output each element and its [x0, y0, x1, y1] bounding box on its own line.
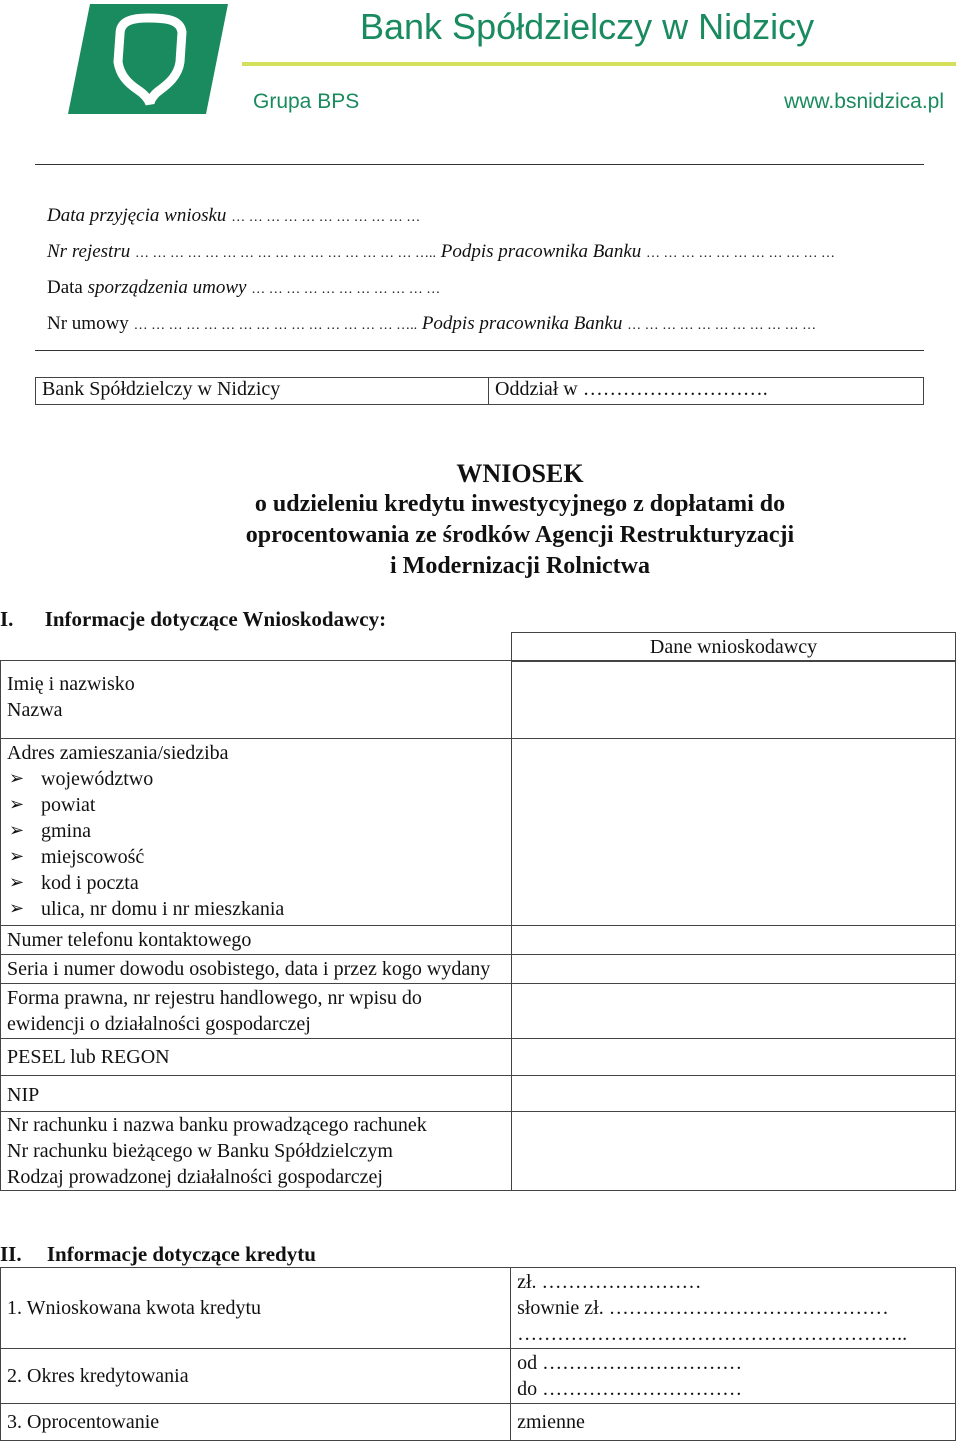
sign1-dots: … … … … … … … … … … …	[646, 246, 835, 261]
reg-no-line	[47, 241, 835, 263]
phone-label: Numer telefonu kontaktowego	[1, 926, 512, 955]
pesel-input[interactable]	[511, 1039, 955, 1076]
amount-label: 1. Wnioskowana kwota kredytu	[1, 1268, 511, 1349]
title-line-1: WNIOSEK	[456, 459, 584, 488]
section2-num: II.	[0, 1242, 22, 1266]
section2-title: Informacje dotyczące kredytu	[46, 1242, 316, 1266]
table-row	[1, 955, 956, 984]
phone-input[interactable]	[511, 926, 955, 955]
contract-no-line	[47, 313, 816, 335]
table-row	[1, 1268, 956, 1349]
address-item: ➢ województwo	[7, 766, 505, 792]
applicant-data-header-table	[511, 632, 956, 662]
divider	[35, 164, 924, 165]
table-row	[1, 1076, 956, 1112]
website-link[interactable]: www.bsnidzica.pl	[784, 90, 944, 113]
bps-logo-icon	[68, 4, 228, 114]
table-row	[1, 661, 956, 739]
group-name: Grupa BPS	[253, 90, 360, 113]
date-contract-label-b: sporządzenia umowy	[87, 277, 247, 298]
amount-words-2: …………………………………………………..	[517, 1323, 908, 1345]
section1-heading	[0, 607, 386, 632]
period-to: do …………………………	[517, 1378, 743, 1400]
address-item: ➢ powiat	[7, 792, 505, 818]
nip-label: NIP	[1, 1076, 512, 1112]
amount-input[interactable]	[511, 1268, 956, 1349]
sign2-label: Podpis pracownika Banku	[421, 313, 623, 334]
title-line-4: i Modernizacji Rolnictwa	[390, 553, 650, 579]
bank-name: Bank Spółdzielczy w Nidzicy	[360, 6, 815, 47]
address-item: ➢ gmina	[7, 818, 505, 844]
table-row	[1, 1039, 956, 1076]
reg-no-label: Nr rejestru	[47, 241, 131, 262]
rate-value[interactable]: zmienne	[511, 1404, 956, 1441]
address-cell	[1, 739, 512, 926]
name-label: Imię i nazwisko	[7, 673, 135, 695]
document-title	[170, 458, 870, 582]
date-contract-dots: … … … … … … … … … … …	[251, 282, 441, 297]
address-label: Adres zamieszania/siedziba	[7, 742, 229, 764]
table-row	[1, 1112, 956, 1191]
rate-label: 3. Oprocentowanie	[1, 1404, 511, 1441]
id-label: Seria i numer dowodu osobistego, data i przez kogo wydany	[1, 955, 512, 984]
table-row	[1, 1404, 956, 1441]
accounts-input[interactable]	[511, 1112, 955, 1191]
legal-form-input[interactable]	[511, 984, 955, 1039]
sign1-label: Podpis pracownika Banku	[440, 241, 642, 262]
title-line-2: o udzieleniu kredytu inwestycyjnego z dopłatami do	[254, 491, 786, 517]
title-line-3: oprocentowania ze środków Agencji Restrukturyzacji	[245, 522, 795, 548]
contract-no-dots: … … … … … … … … … … … … … … … …..	[133, 318, 418, 333]
activity-label: Rodzaj prowadzonej działalności gospodarczej	[7, 1166, 383, 1188]
section1-num: I.	[0, 607, 14, 631]
header-accent-line	[242, 62, 956, 66]
table-row	[1, 926, 956, 955]
col-header: Dane wnioskodawcy	[512, 633, 956, 662]
branch-label: Oddział w ……………………….	[495, 378, 768, 400]
account-label-2: Nr rachunku bieżącego w Banku Spółdzielczym	[7, 1140, 393, 1162]
applicant-table	[0, 660, 956, 1191]
section1-title: Informacje dotyczące Wnioskodawcy:	[44, 607, 387, 631]
period-label: 2. Okres kredytowania	[1, 1349, 511, 1404]
name-input[interactable]	[511, 661, 955, 739]
amount-words: słownie zł. ……………………………………	[517, 1297, 889, 1319]
address-input[interactable]	[511, 739, 955, 926]
legal-form-label: Forma prawna, nr rejestru handlowego, nr wpisu do ewidencji o działalności gospodarczej	[1, 984, 512, 1039]
nip-input[interactable]	[511, 1076, 955, 1112]
date-received-dots: … … … … … … … … … … …	[231, 210, 421, 225]
table-row	[1, 984, 956, 1039]
date-contract-label-a: Data	[47, 277, 83, 298]
table-row	[1, 739, 956, 926]
bank-box	[35, 377, 489, 405]
pesel-label: PESEL lub REGON	[1, 1039, 512, 1076]
contract-no-label: Nr umowy	[47, 313, 129, 334]
id-input[interactable]	[511, 955, 955, 984]
branch-field[interactable]	[488, 377, 924, 405]
date-received-label: Data przyjęcia wniosku	[47, 205, 227, 226]
period-input[interactable]	[511, 1349, 956, 1404]
address-item: ➢ ulica, nr domu i nr mieszkania	[7, 896, 505, 922]
amount-zl: zł. ……………………	[517, 1271, 702, 1293]
date-contract-line	[47, 277, 440, 299]
bank-box-text: Bank Spółdzielczy w Nidzicy	[42, 378, 281, 400]
address-item: ➢ kod i poczta	[7, 870, 505, 896]
divider	[35, 350, 924, 351]
table-row	[1, 1349, 956, 1404]
name-cell	[1, 661, 512, 739]
accounts-cell	[1, 1112, 512, 1191]
company-name-label: Nazwa	[7, 699, 63, 721]
section2-heading	[0, 1242, 316, 1267]
address-items	[7, 766, 505, 922]
period-from: od …………………………	[517, 1352, 743, 1374]
account-label-1: Nr rachunku i nazwa banku prowadzącego rachunek	[7, 1114, 427, 1136]
sign2-dots: … … … … … … … … … … …	[627, 318, 817, 333]
date-received-line	[47, 205, 420, 227]
credit-table	[0, 1267, 956, 1441]
address-item: ➢ miejscowość	[7, 844, 505, 870]
reg-no-dots: … … … … … … … … … … … … … … … … …..	[134, 246, 436, 261]
